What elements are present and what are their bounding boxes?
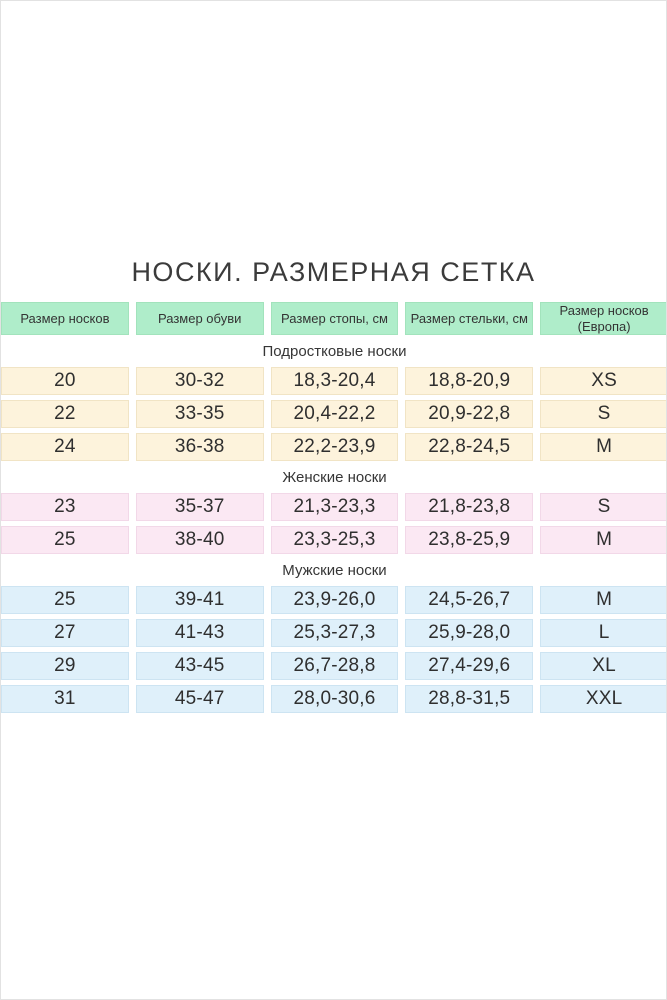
table-cell: 35-37 xyxy=(136,493,264,521)
table-cell: 41-43 xyxy=(136,619,264,647)
section-label: Женские носки xyxy=(1,466,667,488)
table-cell: S xyxy=(540,493,667,521)
table-cell: 21,8-23,8 xyxy=(405,493,533,521)
table-cell: 23,3-25,3 xyxy=(271,526,399,554)
table-cell: 20,4-22,2 xyxy=(271,400,399,428)
table-cell: 24 xyxy=(1,433,129,461)
table-cell: 20,9-22,8 xyxy=(405,400,533,428)
table-cell: M xyxy=(540,433,667,461)
table-cell: 27 xyxy=(1,619,129,647)
table-cell: M xyxy=(540,526,667,554)
table-cell: 25,3-27,3 xyxy=(271,619,399,647)
table-cell: 25 xyxy=(1,586,129,614)
table-cell: 23 xyxy=(1,493,129,521)
table-cell: 30-32 xyxy=(136,367,264,395)
column-header: Размер стельки, см xyxy=(405,302,533,335)
size-table xyxy=(1,302,667,713)
table-cell: 25,9-28,0 xyxy=(405,619,533,647)
table-cell: 23,8-25,9 xyxy=(405,526,533,554)
table-cell: 21,3-23,3 xyxy=(271,493,399,521)
table-cell: 27,4-29,6 xyxy=(405,652,533,680)
table-cell: 22 xyxy=(1,400,129,428)
table-cell: 28,0-30,6 xyxy=(271,685,399,713)
table-cell: 38-40 xyxy=(136,526,264,554)
table-cell: L xyxy=(540,619,667,647)
section-label: Мужские носки xyxy=(1,559,667,581)
table-cell: 18,3-20,4 xyxy=(271,367,399,395)
table-cell: XXL xyxy=(540,685,667,713)
table-cell: 31 xyxy=(1,685,129,713)
table-cell: 23,9-26,0 xyxy=(271,586,399,614)
table-cell: 39-41 xyxy=(136,586,264,614)
table-cell: XL xyxy=(540,652,667,680)
table-cell: 25 xyxy=(1,526,129,554)
table-cell: 22,8-24,5 xyxy=(405,433,533,461)
table-cell: 36-38 xyxy=(136,433,264,461)
table-cell: 22,2-23,9 xyxy=(271,433,399,461)
column-header: Размер обуви xyxy=(136,302,264,335)
column-header: Размер стопы, см xyxy=(271,302,399,335)
column-header: Размер носков xyxy=(1,302,129,335)
table-cell: 33-35 xyxy=(136,400,264,428)
table-cell: 18,8-20,9 xyxy=(405,367,533,395)
table-cell: 26,7-28,8 xyxy=(271,652,399,680)
table-cell: 29 xyxy=(1,652,129,680)
table-cell: 45-47 xyxy=(136,685,264,713)
table-cell: M xyxy=(540,586,667,614)
table-cell: 24,5-26,7 xyxy=(405,586,533,614)
column-header: Размер носков (Европа) xyxy=(540,302,667,335)
table-cell: 28,8-31,5 xyxy=(405,685,533,713)
table-cell: S xyxy=(540,400,667,428)
page-title: НОСКИ. РАЗМЕРНАЯ СЕТКА xyxy=(131,257,536,287)
table-cell: 43-45 xyxy=(136,652,264,680)
table-cell: XS xyxy=(540,367,667,395)
section-label: Подростковые носки xyxy=(1,340,667,362)
table-cell: 20 xyxy=(1,367,129,395)
